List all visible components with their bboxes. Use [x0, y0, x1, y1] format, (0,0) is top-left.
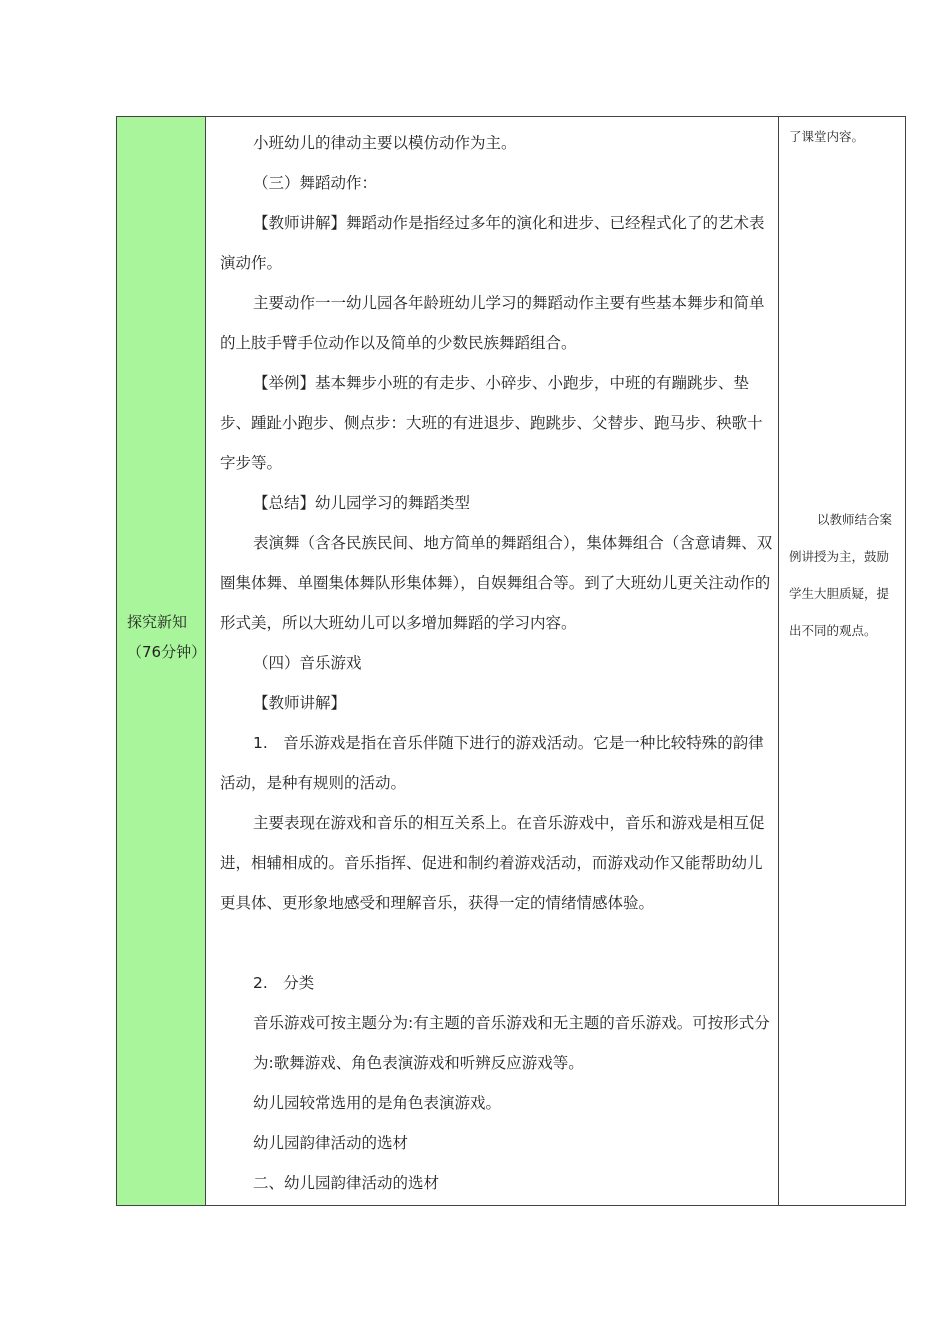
paragraph: 音乐游戏可按主题分为:有主题的音乐游戏和无主题的音乐游戏。可按形式分为:歌舞游戏、角色表演游戏和听辨反应游戏等。 [253, 1014, 770, 1072]
paragraph: 小班幼儿的律动主要以模仿动作为主。 [253, 134, 517, 152]
paragraph: 幼儿园韵律活动的选材 [253, 1134, 409, 1152]
note-top: 了课堂内容。 [789, 129, 865, 144]
paragraph: 幼儿园较常选用的是角色表演游戏。 [253, 1094, 502, 1112]
lesson-plan-table [116, 116, 906, 1206]
content-cell [206, 117, 779, 1205]
paragraph: 【教师讲解】 [253, 694, 347, 712]
paragraph: 【举例】基本舞步小班的有走步、小碎步、小跑步，中班的有蹦跳步、垫步、踵趾小跑步、侧点步：大班的有进退步、跑跳步、父替步、跑马步、秧歌十字步等。 [220, 374, 763, 472]
stage-title: 探究新知（76分钟） [127, 613, 207, 661]
section-heading: （四）音乐游戏 [253, 654, 362, 672]
paragraph: 主要表现在游戏和音乐的相互关系上。在音乐游戏中，音乐和游戏是相互促进，相辅相成的。音乐指挥、促进和制约着游戏活动，而游戏动作又能帮助幼儿更具体、更形象地感受和理解音乐，获得一定的情绪情感体验。 [220, 814, 765, 912]
paragraph: 表演舞（含各民族民间、地方简单的舞蹈组合），集体舞组合（含意请舞、双圈集体舞、单圈集体舞队形集体舞），自娱舞组合等。到了大班幼儿更关注动作的形式美，所以大班幼儿可以多增加舞蹈的学习内容。 [220, 534, 773, 632]
stage-cell [117, 117, 206, 1205]
note-main: 以教师结合案例讲授为主，鼓励学生大胆质疑，提出不同的观点。 [789, 512, 893, 638]
notes-cell [779, 117, 905, 1205]
paragraph: 【教师讲解】舞蹈动作是指经过多年的演化和进步、已经程式化了的艺术表演动作。 [220, 214, 765, 272]
paragraph: 主要动作一一幼儿园各年龄班幼儿学习的舞蹈动作主要有些基本舞步和简单的上肢手臂手位动作以及简单的少数民族舞蹈组合。 [220, 294, 765, 352]
list-item: 1. 音乐游戏是指在音乐伴随下进行的游戏活动。它是一种比较特殊的韵律活动，是种有规则的活动。 [220, 734, 764, 792]
paragraph: 【总结】幼儿园学习的舞蹈类型 [253, 494, 471, 512]
section-heading: （三）舞蹈动作： [253, 174, 378, 192]
paragraph: 二、幼儿园韵律活动的选材 [253, 1174, 440, 1192]
list-item: 2. 分类 [253, 974, 315, 992]
